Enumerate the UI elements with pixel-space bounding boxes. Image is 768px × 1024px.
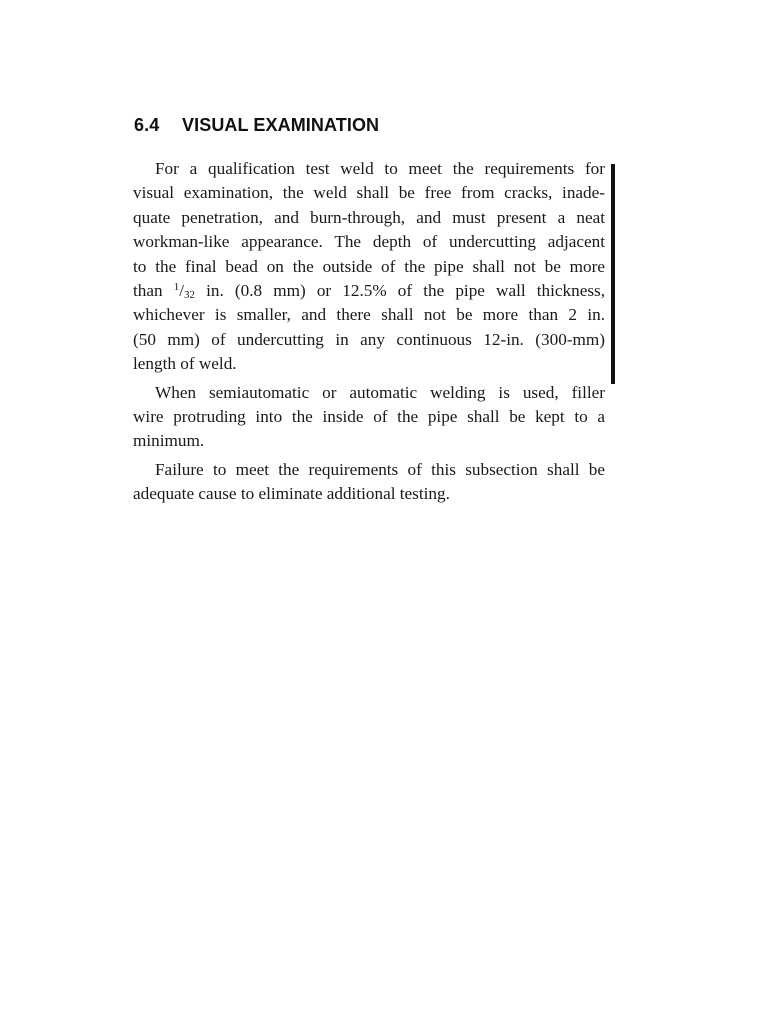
paragraph-line: minimum. bbox=[133, 431, 205, 451]
paragraph-line-with-fraction bbox=[133, 279, 605, 303]
paragraph-line: (50 mm) of undercutting in any continuous 12-in. (300-mm) bbox=[133, 329, 605, 349]
fraction-numerator: 1 bbox=[173, 280, 180, 293]
fraction-line-rest: in. (0.8 mm) or 12.5% of the pipe wall thickness, bbox=[206, 280, 606, 300]
paragraph-line: to the final bead on the outside of the pipe shall not be more bbox=[133, 256, 605, 276]
paragraph-line: adequate cause to eliminate additional testing. bbox=[133, 484, 450, 504]
fraction-prefix: than bbox=[133, 280, 163, 300]
paragraph-line: wire protruding into the inside of the pipe shall be kept to a bbox=[133, 406, 605, 426]
paragraph-line: whichever is smaller, and there shall not be more than 2 in. bbox=[133, 305, 605, 325]
paragraph-failure bbox=[133, 458, 605, 507]
paragraph-line: For a qualification test weld to meet the requirements for bbox=[155, 159, 605, 178]
paragraph-filler-wire bbox=[133, 381, 605, 454]
fraction-denominator: 32 bbox=[184, 288, 195, 301]
paragraph-line: length of weld. bbox=[133, 354, 237, 374]
section-number: 6.4 bbox=[134, 115, 160, 135]
revision-change-bar bbox=[611, 164, 615, 384]
section-heading bbox=[134, 115, 379, 136]
paragraph-line: visual examination, the weld shall be free from cracks, inade- bbox=[133, 183, 605, 203]
paragraph-line: quate penetration, and burn-through, and must present a neat bbox=[133, 207, 605, 227]
undercut-fraction: $^1/_{32}$ bbox=[173, 280, 195, 301]
paragraph-line: workman-like appearance. The depth of undercutting adjacent bbox=[133, 232, 605, 252]
section-body bbox=[133, 157, 605, 506]
paragraph-line: When semiautomatic or automatic welding is used, filler bbox=[155, 382, 605, 402]
paragraph-line: Failure to meet the requirements of this subsection shall be bbox=[155, 459, 605, 479]
paragraph-requirements bbox=[133, 157, 605, 377]
section-title: VISUAL EXAMINATION bbox=[182, 115, 380, 135]
